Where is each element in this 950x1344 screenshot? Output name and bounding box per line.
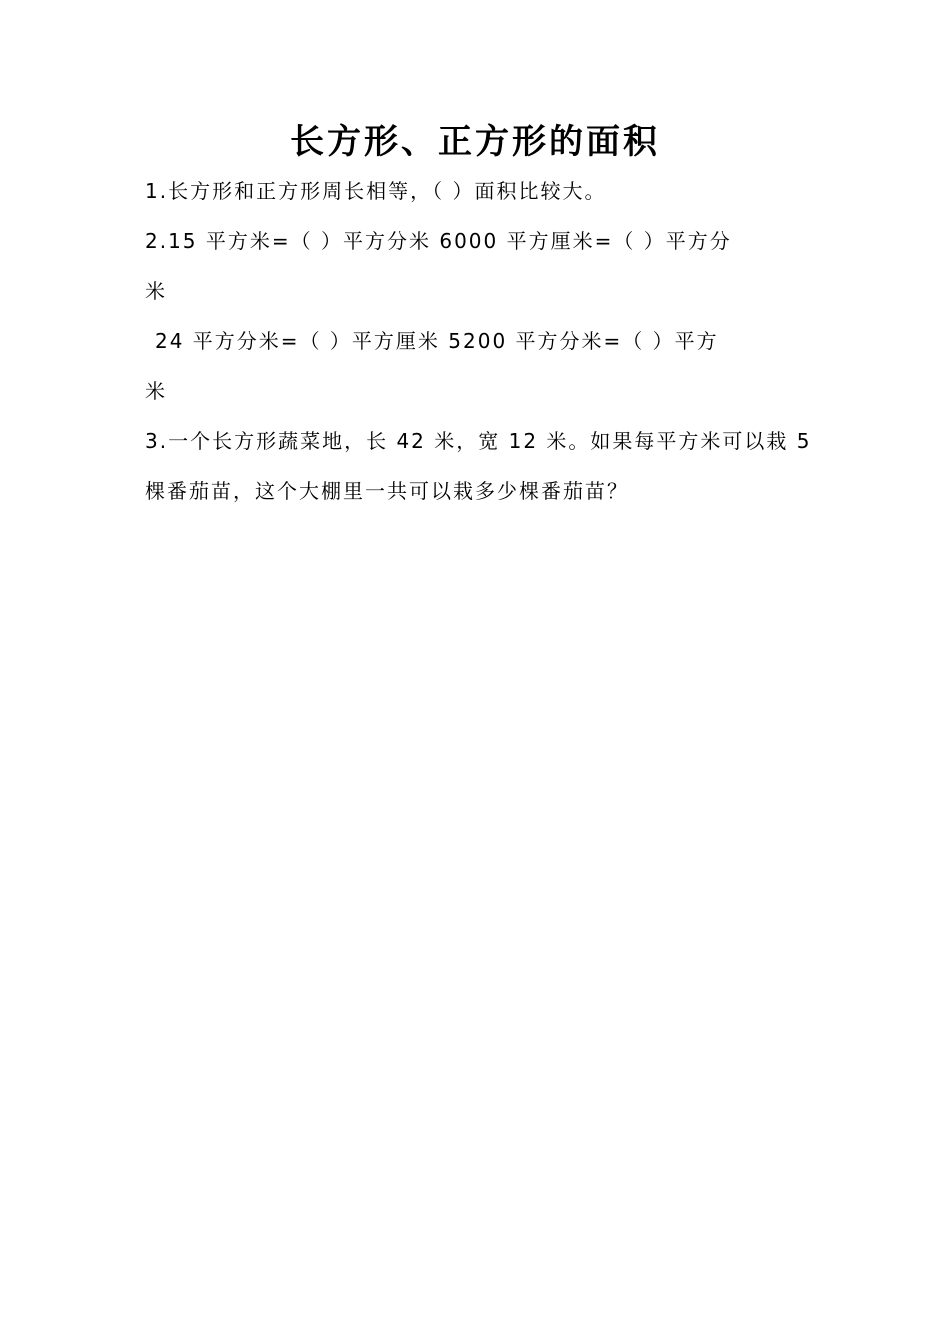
page-title: 长方形、正方形的面积 bbox=[290, 122, 660, 162]
question-3-line-2: 棵番茄苗，这个大棚里一共可以栽多少棵番茄苗？ bbox=[145, 479, 629, 503]
question-2-line-1-wrap: 米 bbox=[145, 279, 167, 303]
question-2-line-2: 24 平方分米=（ ）平方厘米 5200 平方分米=（ ）平方 bbox=[155, 329, 719, 353]
question-2-line-2-wrap: 米 bbox=[145, 379, 167, 403]
question-2-line-1: 2.15 平方米=（ ）平方分米 6000 平方厘米=（ ）平方分 bbox=[145, 229, 732, 253]
question-3-line-1: 3.一个长方形蔬菜地，长 42 米，宽 12 米。如果每平方米可以栽 5 bbox=[145, 429, 812, 453]
question-1-line: 1.长方形和正方形周长相等，（ ）面积比较大。 bbox=[145, 179, 607, 203]
